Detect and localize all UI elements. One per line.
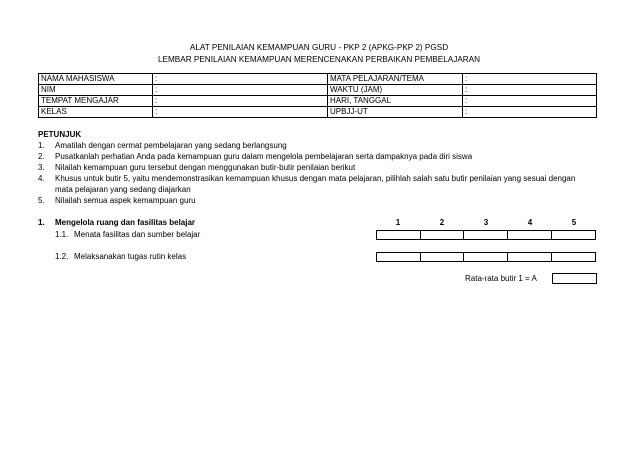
form-subtitle: LEMBAR PENILAIAN KEMAMPUAN MERENCENAKAN PERBAIKAN PEMBELAJARAN [157, 55, 481, 64]
petunjuk-text-continued: mata pelajaran yang sedang diajarkan [55, 185, 191, 194]
field-waktu[interactable]: : [463, 85, 597, 96]
section-number: 1. [38, 218, 45, 227]
field-nim[interactable]: : [153, 85, 328, 96]
table-row [39, 107, 597, 118]
rating-box-5[interactable] [551, 230, 596, 240]
scale-label-2: 2 [439, 218, 445, 227]
petunjuk-text: Nilailah semua aspek kemampuan guru [55, 196, 196, 205]
petunjuk-text: Nilailah kemampuan guru tersebut dengan menggunakan butir-butir penilaian berikut [55, 163, 356, 172]
item-code: 1.1. [55, 230, 69, 239]
average-box[interactable] [552, 273, 597, 284]
label-mata-pelajaran: MATA PELAJARAN/TEMA [328, 74, 463, 85]
petunjuk-text: Pusatkanlah perhatian Anda pada kemampuan guru dalam mengelola pembelajaran serta dampaknya pada diri siswa [55, 152, 473, 161]
label-waktu: WAKTU (JAM) [328, 85, 463, 96]
rating-boxes-1-2 [376, 252, 596, 262]
section-title: Mengelola ruang dan fasilitas belajar [55, 218, 196, 227]
identity-table [38, 73, 597, 118]
field-hari-tanggal[interactable]: : [463, 96, 597, 107]
item-label: Melaksanakan tugas rutin kelas [74, 252, 187, 261]
rating-box-3[interactable] [463, 230, 508, 240]
table-row [39, 96, 597, 107]
table-row [39, 85, 597, 96]
label-nama-mahasiswa: NAMA MAHASISWA [39, 74, 153, 85]
label-hari-tanggal: HARI, TANGGAL [328, 96, 463, 107]
petunjuk-num: 3. [38, 163, 45, 172]
scale-label-4: 4 [527, 218, 533, 227]
item-label: Menata fasilitas dan sumber belajar [74, 230, 201, 239]
field-upbjj[interactable]: : [463, 107, 597, 118]
scale-label-3: 3 [483, 218, 489, 227]
field-nama-mahasiswa[interactable]: : [153, 74, 328, 85]
petunjuk-heading: PETUNJUK [38, 130, 82, 139]
rating-box-5[interactable] [551, 252, 596, 262]
petunjuk-num: 5. [38, 196, 45, 205]
label-kelas: KELAS [39, 107, 153, 118]
rating-boxes-1-1 [376, 230, 596, 240]
rating-box-4[interactable] [507, 230, 552, 240]
field-kelas[interactable]: : [153, 107, 328, 118]
petunjuk-num: 2. [38, 152, 45, 161]
rating-box-4[interactable] [507, 252, 552, 262]
petunjuk-num: 4. [38, 174, 45, 183]
label-upbjj: UPBJJ-UT [328, 107, 463, 118]
petunjuk-text: Amatilah dengan cermat pembelajaran yang sedang berlangsung [55, 141, 287, 150]
average-label: Rata-rata butir 1 = A [465, 274, 537, 283]
form-title: ALAT PENILAIAN KEMAMPUAN GURU - PKP 2 (APKG-PKP 2) PGSD [189, 43, 449, 52]
scale-label-1: 1 [395, 218, 401, 227]
item-code: 1.2. [55, 252, 69, 261]
rating-box-3[interactable] [463, 252, 508, 262]
field-tempat-mengajar[interactable]: : [153, 96, 328, 107]
table-row [39, 74, 597, 85]
label-tempat-mengajar: TEMPAT MENGAJAR [39, 96, 153, 107]
rating-box-2[interactable] [420, 252, 464, 262]
petunjuk-text: Khusus untuk butir 5, yaitu mendemonstrasikan kemampuan khusus dengan mata pelajaran, pilihlah salah satu butir penilaian yang sesuai dengan [55, 174, 576, 183]
petunjuk-num: 1. [38, 141, 45, 150]
scale-label-5: 5 [571, 218, 577, 227]
rating-box-1[interactable] [376, 252, 421, 262]
field-mata-pelajaran[interactable]: : [463, 74, 597, 85]
rating-box-2[interactable] [420, 230, 464, 240]
label-nim: NIM [39, 85, 153, 96]
rating-box-1[interactable] [376, 230, 421, 240]
